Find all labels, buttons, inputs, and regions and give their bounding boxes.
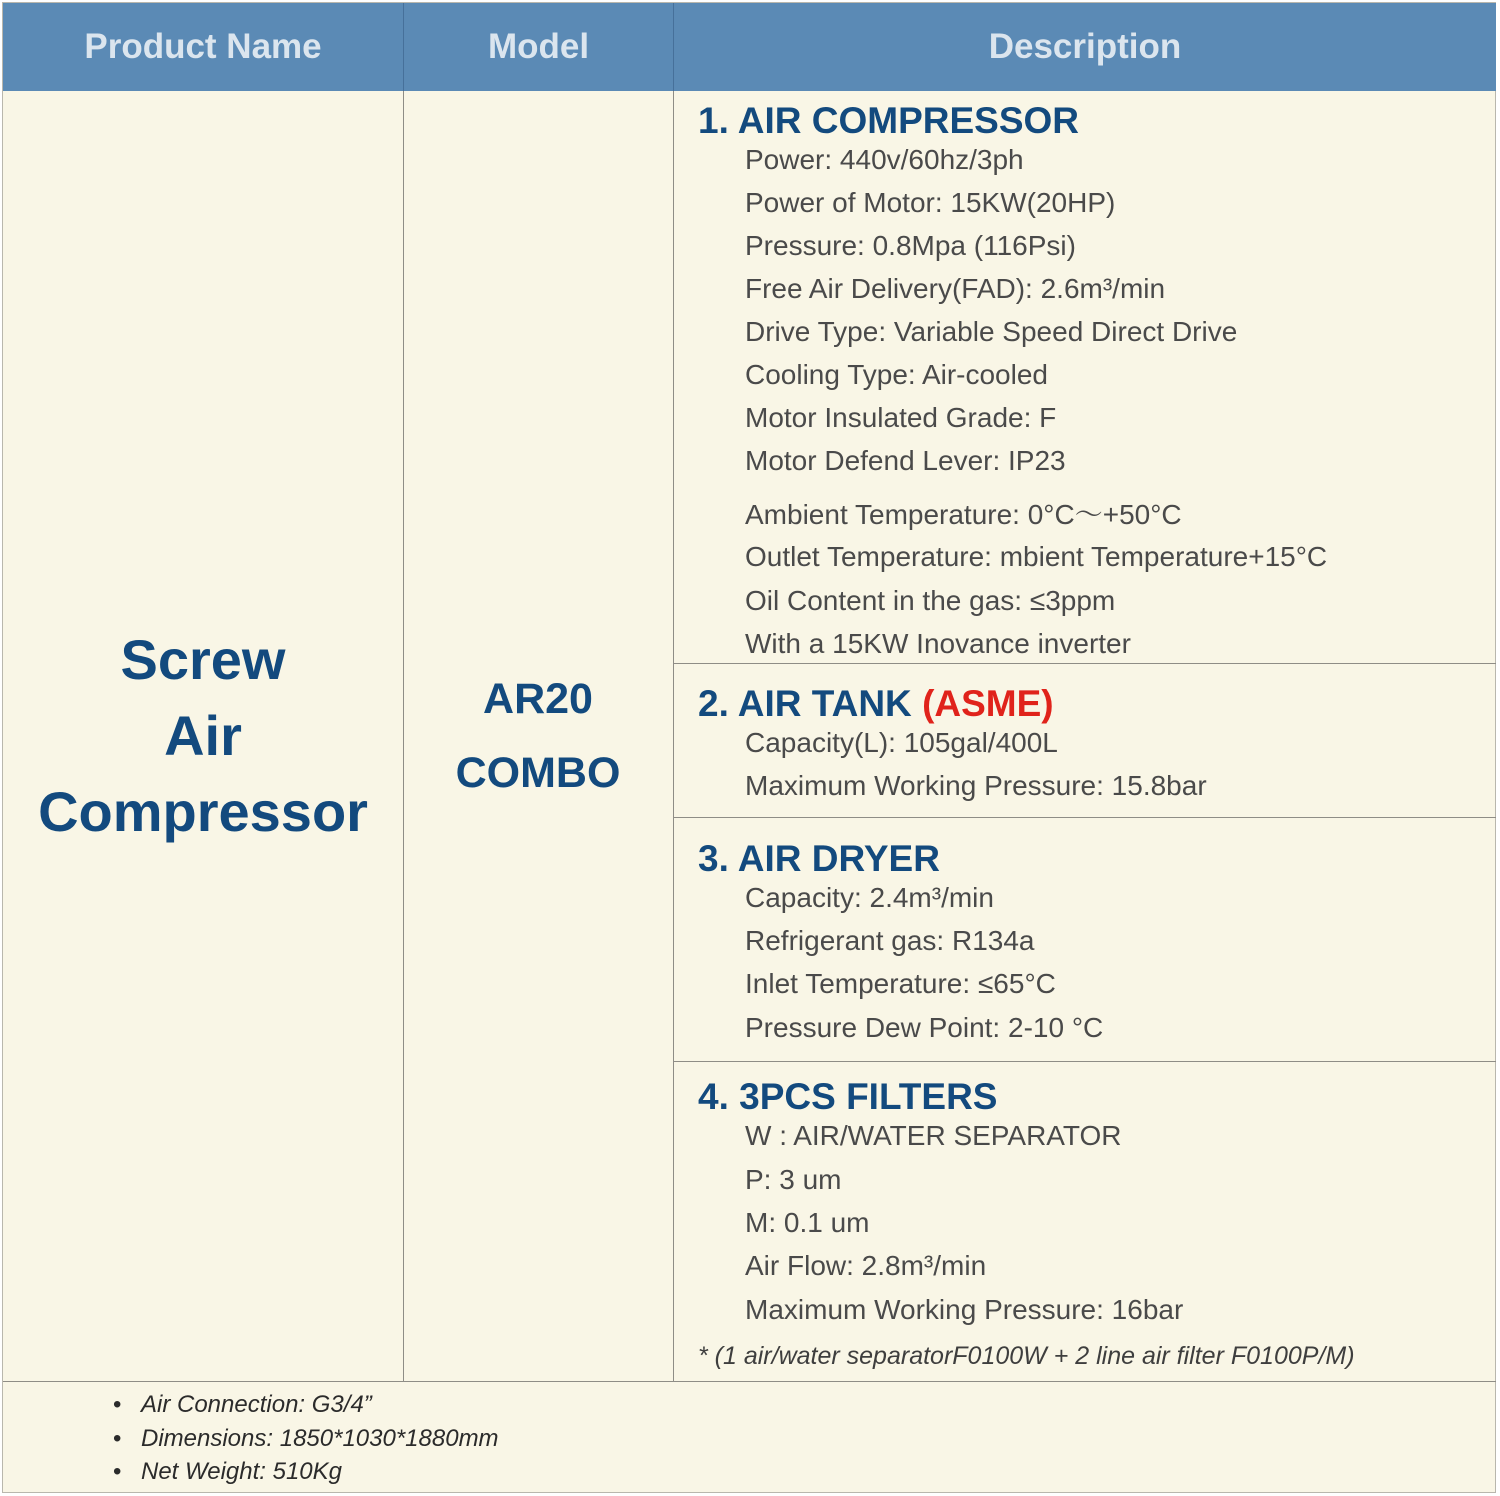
spec-item: P: 3 um xyxy=(745,1164,842,1195)
footer-item-text: Net Weight: 510Kg xyxy=(141,1458,343,1485)
footer-list-item xyxy=(113,1391,372,1419)
asme-badge: (ASME) xyxy=(922,683,1054,724)
filters-footnote: * (1 air/water separatorF0100W + 2 line air filter F0100P/M) xyxy=(698,1342,1355,1370)
header-description: Description xyxy=(673,3,1496,91)
spec-item: Capacity(L): 105gal/400L xyxy=(745,727,1058,758)
spec-item: Free Air Delivery(FAD): 2.6m³/min xyxy=(745,273,1166,304)
header-model: Model xyxy=(403,3,673,91)
spec-item: W : AIR/WATER SEPARATOR xyxy=(745,1120,1122,1151)
spec-item: Maximum Working Pressure: 15.8bar xyxy=(745,770,1207,801)
product-name-line: Screw xyxy=(120,628,286,691)
model-line: COMBO xyxy=(455,749,621,797)
section-title: 1. AIR COMPRESSOR xyxy=(698,100,1080,141)
spec-item: Pressure: 0.8Mpa (116Psi) xyxy=(745,230,1076,261)
section-air-tank xyxy=(673,664,1496,817)
footer-spec-list xyxy=(3,1381,1496,1491)
spec-item: Inlet Temperature: ≤65°C xyxy=(745,968,1056,999)
spec-item: Ambient Temperature: 0°C～+50°C xyxy=(745,499,1182,530)
bullet: • xyxy=(113,1458,122,1485)
product-name-line: Compressor xyxy=(38,780,368,843)
spec-item: With a 15KW Inovance inverter xyxy=(745,628,1131,659)
spec-item: Maximum Working Pressure: 16bar xyxy=(745,1294,1184,1325)
section-title: 3. AIR DRYER xyxy=(698,838,940,879)
product-name-line: Air xyxy=(164,704,242,767)
spec-table xyxy=(2,2,1496,1493)
section-title xyxy=(698,683,1054,725)
spec-item: Power: 440v/60hz/3ph xyxy=(745,144,1024,175)
spec-item: Refrigerant gas: R134a xyxy=(745,925,1035,956)
spec-item: Motor Defend Lever: IP23 xyxy=(745,445,1066,476)
section-filters xyxy=(673,1062,1496,1381)
spec-item: Power of Motor: 15KW(20HP) xyxy=(745,187,1116,218)
footer-list-item xyxy=(113,1458,342,1486)
spec-item: Motor Insulated Grade: F xyxy=(745,402,1057,433)
spec-item: Cooling Type: Air-cooled xyxy=(745,359,1048,390)
section-air-compressor xyxy=(673,91,1496,663)
section-title: 4. 3PCS FILTERS xyxy=(698,1076,998,1117)
model-cell xyxy=(403,91,673,1381)
section-title-text: 2. AIR TANK xyxy=(698,683,912,724)
header-product-name: Product Name xyxy=(3,3,403,91)
spec-item: Capacity: 2.4m³/min xyxy=(745,882,994,913)
bullet: • xyxy=(113,1425,122,1452)
model-line: AR20 xyxy=(483,675,593,723)
spec-item: M: 0.1 um xyxy=(745,1207,870,1238)
footer-item-text: Air Connection: G3/4” xyxy=(141,1391,372,1418)
spec-item: Oil Content in the gas: ≤3ppm xyxy=(745,585,1116,616)
spec-item: Drive Type: Variable Speed Direct Drive xyxy=(745,316,1238,347)
bullet: • xyxy=(113,1391,122,1418)
spec-item: Outlet Temperature: mbient Temperature+15°C xyxy=(745,541,1328,572)
footer-list-item xyxy=(113,1425,499,1453)
section-air-dryer xyxy=(673,818,1496,1061)
spec-item: Air Flow: 2.8m³/min xyxy=(745,1250,987,1281)
spec-item: Pressure Dew Point: 2-10 °C xyxy=(745,1012,1104,1043)
footer-item-text: Dimensions: 1850*1030*1880mm xyxy=(141,1425,499,1452)
product-name-cell xyxy=(3,91,403,1381)
